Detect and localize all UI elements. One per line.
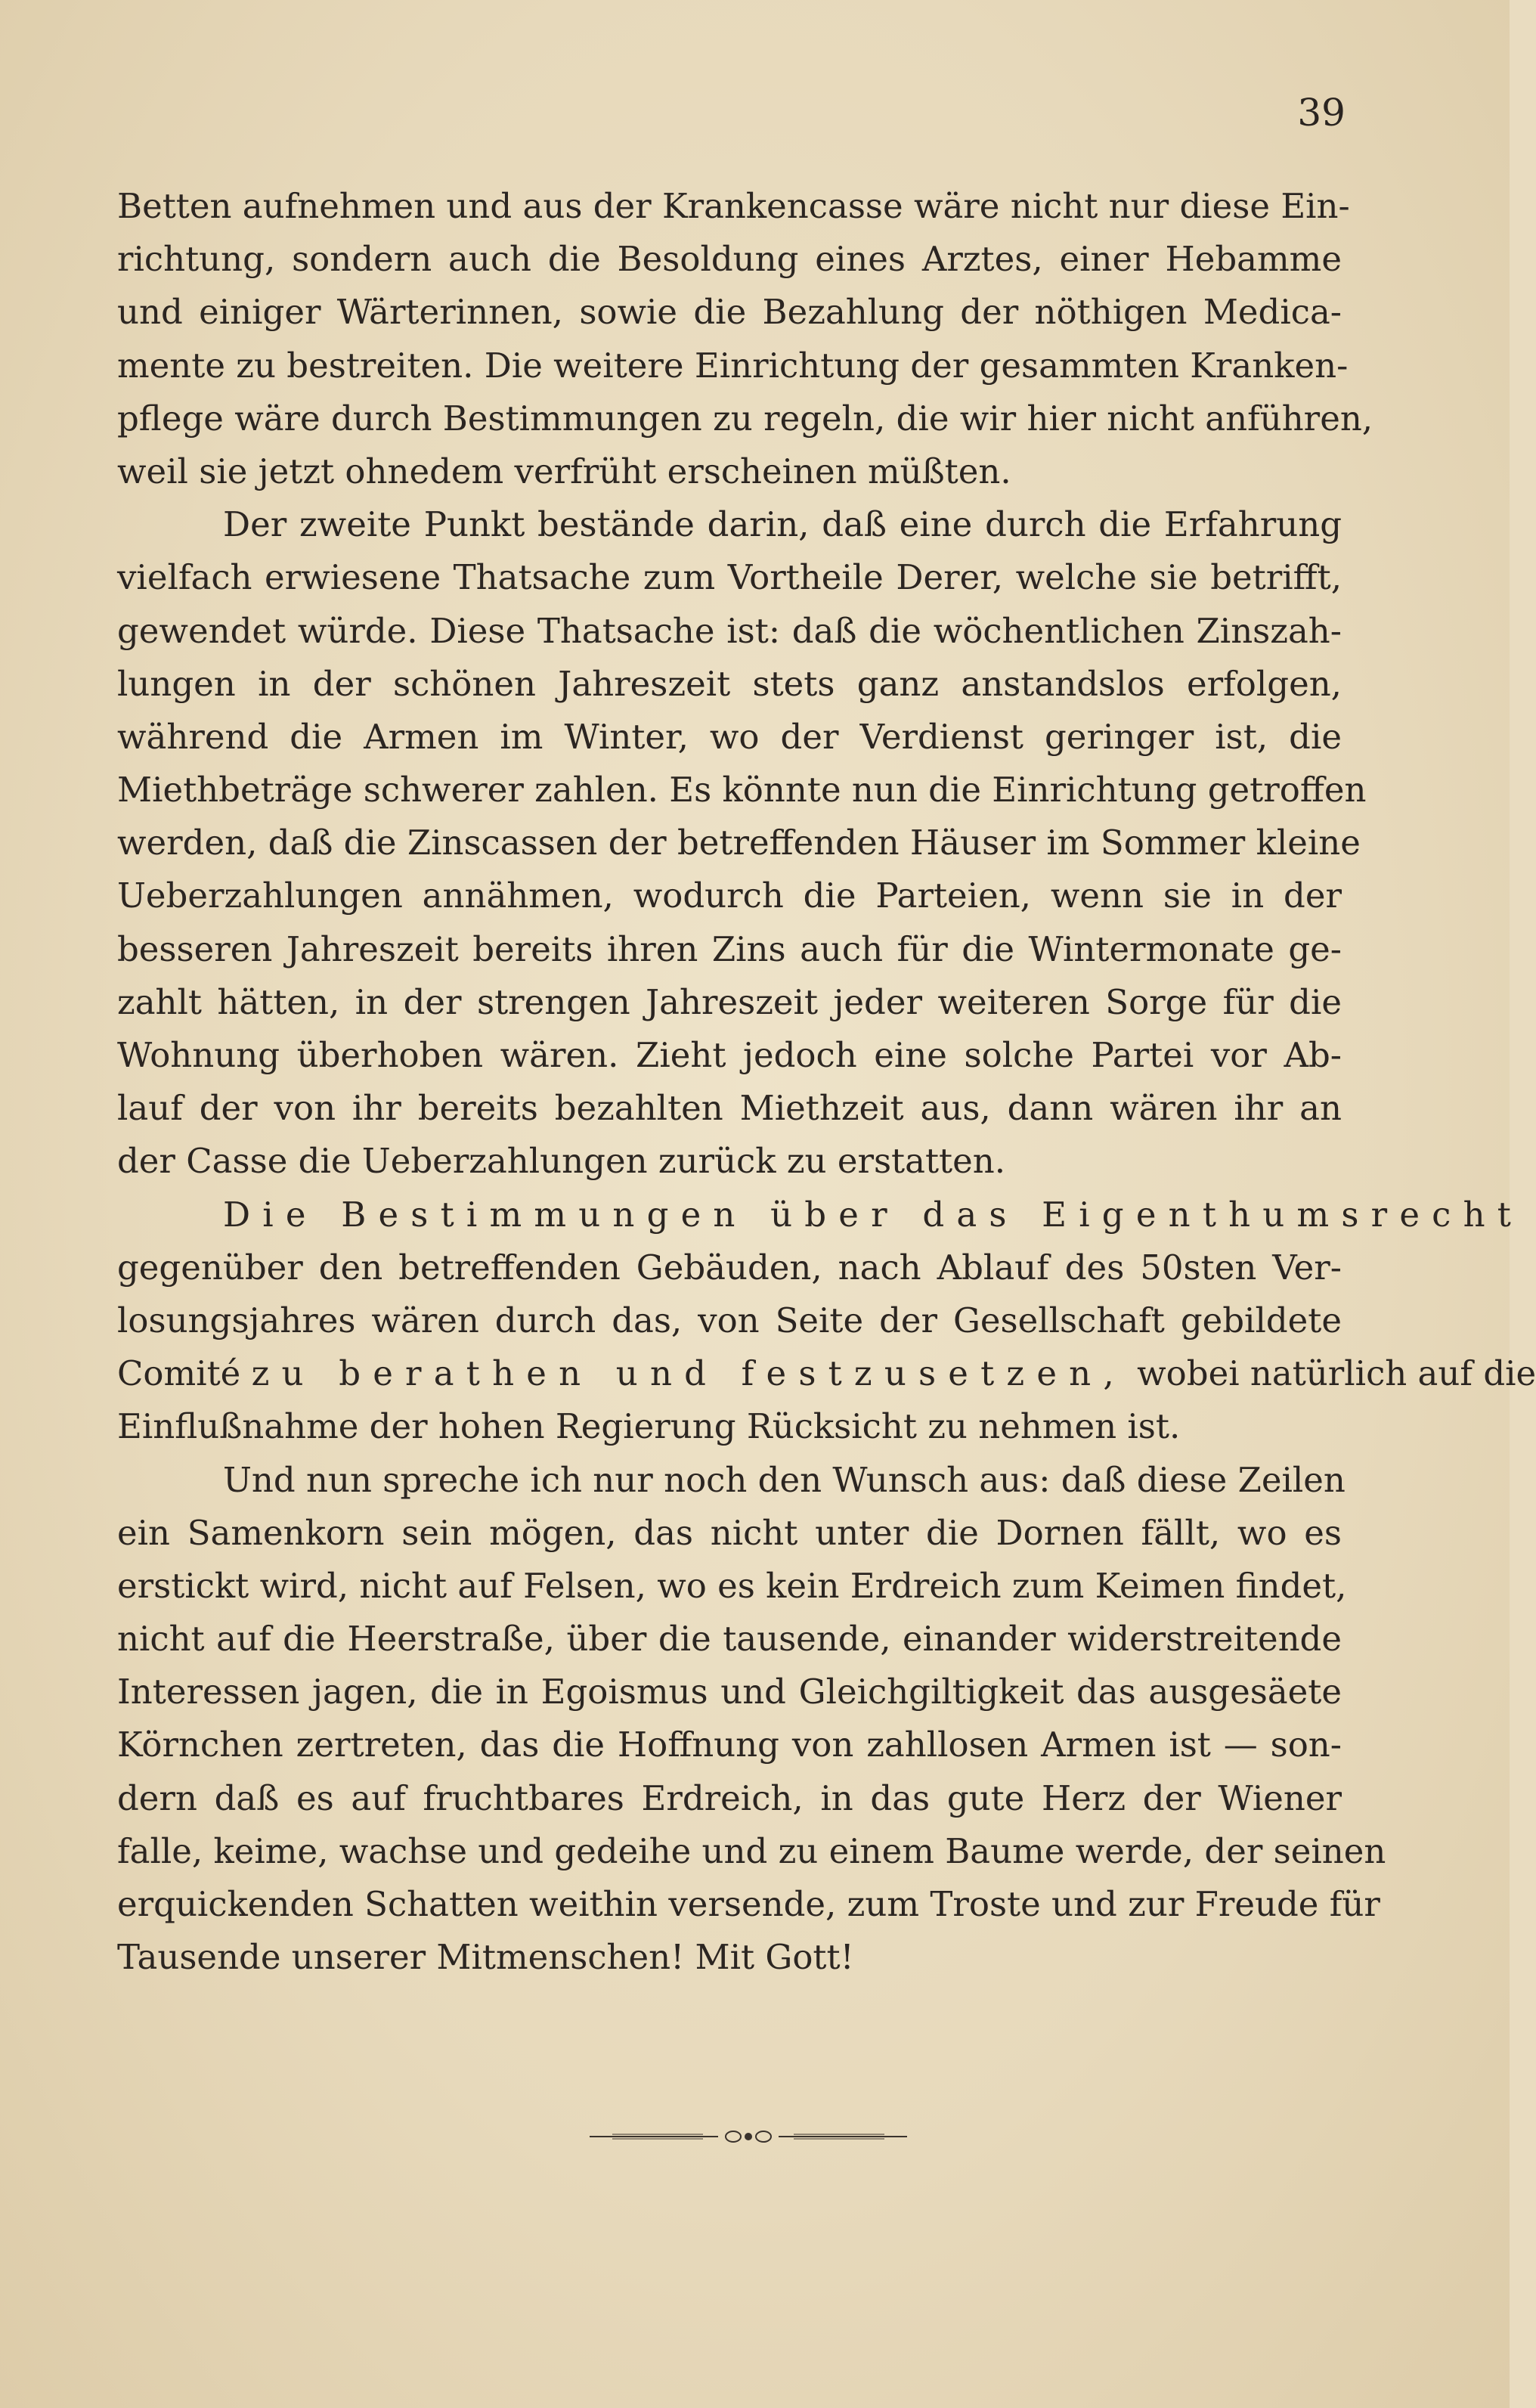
end-ornament-icon (590, 2128, 907, 2145)
text-line: mente zu bestreiten. Die weitere Einrichtung der gesammten Kranken- (117, 345, 1349, 386)
text-line: Ueberzahlungen annähmen, wodurch die Parteien, wenn sie in der (117, 875, 1342, 916)
text-line: erstickt wird, nicht auf Felsen, wo es kein Erdreich zum Keimen findet, (117, 1565, 1347, 1606)
text-line: Betten aufnehmen und aus der Krankencasse wäre nicht nur diese Ein- (117, 186, 1350, 226)
text-line-with-spaced (117, 1347, 1536, 1400)
text-line: ein Samenkorn sein mögen, das nicht unter die Dornen fällt, wo es (117, 1512, 1342, 1553)
text-line: falle, keime, wachse und gedeihe und zu einem Baume werde, der seinen (117, 1830, 1386, 1871)
paragraph-start-line: Der zweite Punkt bestände darin, daß eine durch die Erfahrung (223, 504, 1342, 545)
text-span: wobei natürlich auf die (1137, 1353, 1536, 1394)
text-line: gegenüber den betreffenden Gebäuden, nach Ablauf des 50sten Ver- (117, 1247, 1342, 1288)
text-line: losungsjahres wären durch das, von Seite der Gesellschaft gebildete (117, 1300, 1342, 1340)
text-line: vielfach erwiesene Thatsache zum Vortheile Derer, welche sie betrifft, (117, 557, 1342, 598)
paragraph-start-line-spaced: Die Bestimmungen über das Eigenthumsrecht (223, 1194, 1524, 1235)
text-line: Tausende unserer Mitmenschen! Mit Gott! (117, 1937, 854, 1978)
text-line: der Casse die Ueberzahlungen zurück zu erstatten. (117, 1141, 1006, 1182)
text-line: nicht auf die Heerstraße, über die tausende, einander widerstreitende (117, 1619, 1342, 1660)
body-text (117, 180, 1536, 1984)
text-line: Miethbeträge schwerer zahlen. Es könnte nun die Einrichtung getroffen (117, 770, 1367, 810)
text-line: erquickenden Schatten weithin versende, zum Troste und zur Freude für (117, 1884, 1380, 1924)
text-line: Wohnung überhoben wären. Zieht jedoch eine solche Partei vor Ab- (117, 1035, 1342, 1075)
text-line: Körnchen zertreten, das die Hoffnung von zahllosen Armen ist — son- (117, 1725, 1342, 1765)
text-line: weil sie jetzt ohnedem verfrüht erscheinen müßten. (117, 451, 1011, 491)
text-line: werden, daß die Zinscassen der betreffenden Häuser im Sommer kleine (117, 823, 1361, 863)
spaced-text: zu berathen und festzusetzen, (251, 1353, 1126, 1394)
text-line: gewendet würde. Diese Thatsache ist: daß die wöchentlichen Zinszah- (117, 610, 1342, 651)
text-line: Interessen jagen, die in Egoismus und Gleichgiltigkeit das ausgesäete (117, 1672, 1342, 1712)
paragraph-start-line: Und nun spreche ich nur noch den Wunsch aus: daß diese Zeilen (223, 1459, 1346, 1500)
text-line: lauf der von ihr bereits bezahlten Miethzeit aus, dann wären ihr an (117, 1088, 1342, 1129)
text-line: während die Armen im Winter, wo der Verdienst geringer ist, die (117, 716, 1342, 757)
page-number: 39 (1297, 91, 1346, 135)
text-line: lungen in der schönen Jahreszeit stets ganz anstandslos erfolgen, (117, 663, 1342, 704)
text-line: und einiger Wärterinnen, sowie die Bezahlung der nöthigen Medica- (117, 292, 1342, 333)
text-line: zahlt hätten, in der strengen Jahreszeit jeder weiteren Sorge für die (117, 981, 1342, 1022)
text-line: besseren Jahreszeit bereits ihren Zins auch für die Wintermonate ge- (117, 928, 1342, 969)
text-span: Comité (117, 1353, 241, 1394)
text-line: pflege wäre durch Bestimmungen zu regeln, die wir hier nicht anführen, (117, 398, 1373, 439)
text-line: dern daß es auf fruchtbares Erdreich, in das gute Herz der Wiener (117, 1777, 1342, 1818)
text-line: richtung, sondern auch die Besoldung eines Arztes, einer Hebamme (117, 239, 1342, 280)
text-line: Einflußnahme der hohen Regierung Rücksicht zu nehmen ist. (117, 1406, 1181, 1447)
